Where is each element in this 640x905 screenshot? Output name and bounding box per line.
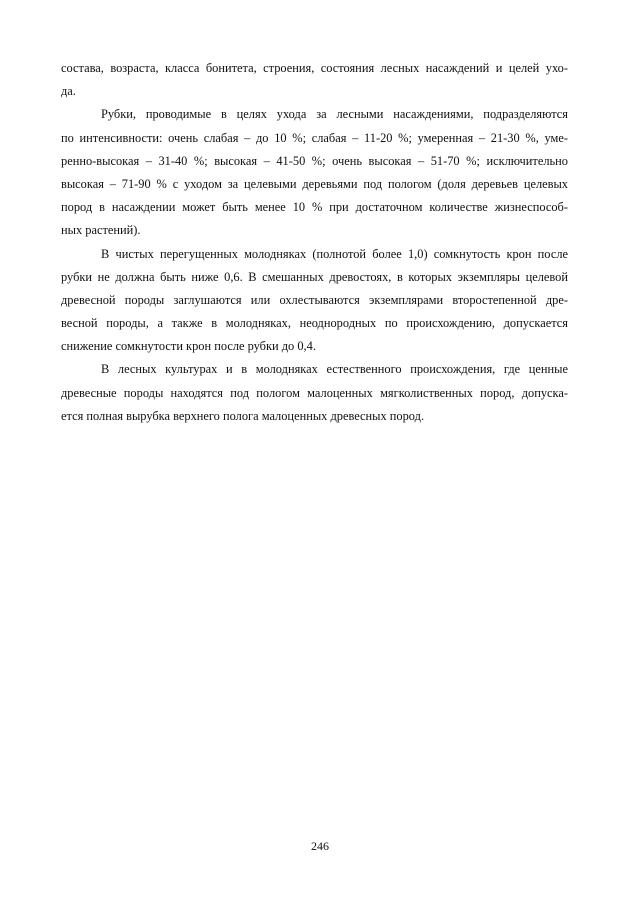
- paragraph-4: [61, 358, 568, 428]
- paragraph-line: ных растений).: [61, 223, 141, 238]
- text-body: [61, 57, 568, 428]
- paragraph-line: рубки не должна быть ниже 0,6. В смешанных древостоях, в которых экземпляры целевой: [61, 269, 568, 284]
- paragraph-line: ренно-высокая – 31-40 %; высокая – 41-50 %; очень высокая – 51-70 %; исключительно: [61, 153, 568, 168]
- paragraph-line: Рубки, проводимые в целях ухода за лесными насаждениями, подразделяются: [101, 107, 568, 122]
- paragraph-line: В лесных культурах и в молодняках естественного происхождения, где ценные: [101, 362, 568, 377]
- paragraph-3: [61, 243, 568, 359]
- paragraph-line: состава, возраста, класса бонитета, строения, состояния лесных насаждений и целей ухо-: [61, 61, 568, 75]
- paragraph-1: [61, 57, 568, 103]
- paragraph-line: весной породы, а также в молодняках, неоднородных по происхождению, допускается: [61, 316, 568, 331]
- paragraph-line: древесные породы находятся под пологом малоценных мягколиственных пород, допуска-: [61, 385, 568, 400]
- paragraph-line: высокая – 71-90 % с уходом за целевыми деревьями под пологом (доля деревьев целевых: [61, 176, 568, 191]
- paragraph-line: снижение сомкнутости крон после рубки до 0,4.: [61, 339, 316, 354]
- paragraph-line: В чистых перегущенных молодняках (полнотой более 1,0) сомкнутость крон после: [101, 246, 568, 261]
- paragraph-line: да.: [61, 84, 76, 99]
- page-number: 246: [311, 839, 329, 853]
- paragraph-2: [61, 103, 568, 242]
- paragraph-line: пород в насаждении может быть менее 10 % при достаточном количестве жизнеспособ-: [61, 200, 568, 215]
- paragraph-line: ется полная вырубка верхнего полога малоценных древесных пород.: [61, 408, 425, 423]
- paragraph-line: древесной породы заглушаются или охлестываются экземплярами второстепенной дре-: [61, 292, 568, 307]
- paragraph-line: по интенсивности: очень слабая – до 10 %; слабая – 11-20 %; умеренная – 21-30 %, уме-: [61, 130, 568, 145]
